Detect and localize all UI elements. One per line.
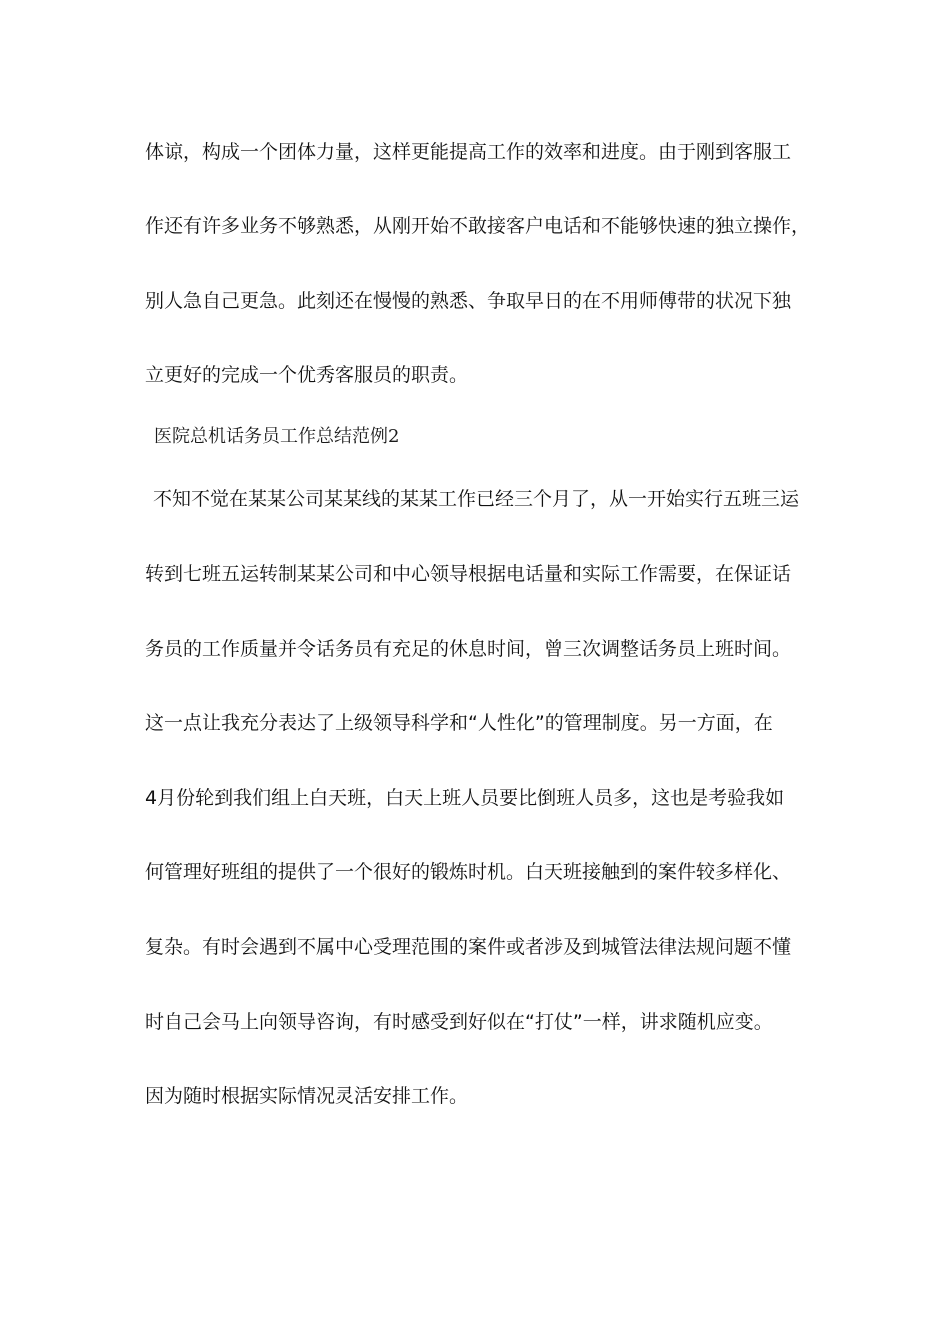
paragraph-line: 时自己会马上向领导咨询，有时感受到好似在“打仗”一样，讲求随机应变。 (145, 1011, 773, 1033)
paragraph-line: 体谅，构成一个团体力量，这样更能提高工作的效率和进度。由于刚到客服工 (145, 141, 792, 163)
paragraph-line: 作还有许多业务不够熟悉，从刚开始不敢接客户电话和不能够快速的独立操作， (145, 215, 811, 237)
paragraph-line: 不知不觉在某某公司某某线的某某工作已经三个月了，从一开始实行五班三运 (153, 488, 800, 510)
paragraph-line: 复杂。有时会遇到不属中心受理范围的案件或者涉及到城管法律法规问题不懂 (145, 936, 792, 958)
paragraph-line: 别人急自己更急。此刻还在慢慢的熟悉、争取早日的在不用师傅带的状况下独 (145, 290, 792, 312)
paragraph-line: 立更好的完成一个优秀客服员的职责。 (145, 364, 469, 386)
paragraph-line: 因为随时根据实际情况灵活安排工作。 (145, 1085, 469, 1107)
paragraph-line: 转到七班五运转制某某公司和中心领导根据电话量和实际工作需要，在保证话 (145, 563, 792, 585)
paragraph-line: 4月份轮到我们组上白天班，白天上班人员要比倒班人员多，这也是考验我如 (145, 787, 785, 809)
paragraph-line: 务员的工作质量并令话务员有充足的休息时间，曾三次调整话务员上班时间。 (145, 638, 792, 660)
paragraph-line: 这一点让我充分表达了上级领导科学和“人性化”的管理制度。另一方面，在 (145, 712, 773, 734)
paragraph-line: 何管理好班组的提供了一个很好的锻炼时机。白天班接触到的案件较多样化、 (145, 861, 792, 883)
section-heading: 医院总机话务员工作总结范例2 (154, 426, 400, 447)
